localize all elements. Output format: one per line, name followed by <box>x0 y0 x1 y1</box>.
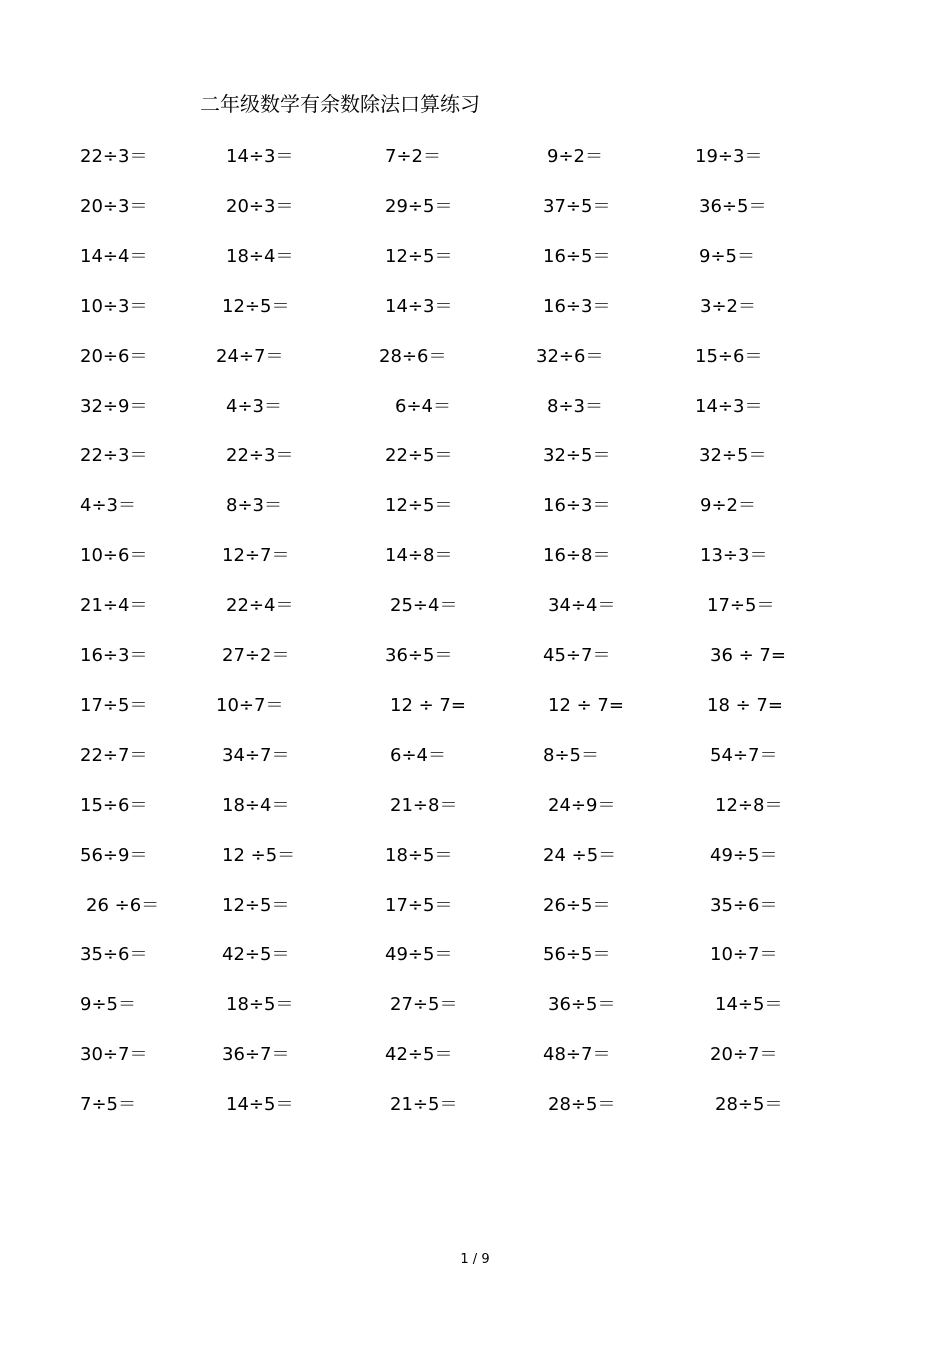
problem-3-5: 9÷5＝ <box>699 246 755 267</box>
problem-5-5: 15÷6＝ <box>695 346 763 367</box>
problem-8-3: 12÷5＝ <box>385 495 453 516</box>
problem-6-3: 6÷4＝ <box>395 396 451 417</box>
problem-20-4: 28÷5＝ <box>548 1094 616 1115</box>
problem-13-5: 54÷7＝ <box>710 745 778 766</box>
problem-10-3: 25÷4＝ <box>390 595 458 616</box>
problem-2-2: 20÷3＝ <box>226 196 294 217</box>
problem-5-3: 28÷6＝ <box>379 346 447 367</box>
problem-3-1: 14÷4＝ <box>80 246 148 267</box>
problem-17-1: 35÷6＝ <box>80 944 148 965</box>
problem-1-1: 22÷3＝ <box>80 146 148 167</box>
problem-11-4: 45÷7＝ <box>543 645 611 666</box>
problem-3-2: 18÷4＝ <box>226 246 294 267</box>
problem-11-1: 16÷3＝ <box>80 645 148 666</box>
problem-8-4: 16÷3＝ <box>543 495 611 516</box>
problem-14-5: 12÷8＝ <box>715 795 783 816</box>
problem-18-4: 36÷5＝ <box>548 994 616 1015</box>
problem-3-3: 12÷5＝ <box>385 246 453 267</box>
problem-19-5: 20÷7＝ <box>710 1044 778 1065</box>
problem-16-3: 17÷5＝ <box>385 895 453 916</box>
problem-8-2: 8÷3＝ <box>226 495 282 516</box>
problem-12-4: 12 ÷ 7= <box>548 695 624 716</box>
problem-5-4: 32÷6＝ <box>536 346 604 367</box>
problem-12-1: 17÷5＝ <box>80 695 148 716</box>
problem-4-2: 12÷5＝ <box>222 296 290 317</box>
problem-2-1: 20÷3＝ <box>80 196 148 217</box>
problem-7-1: 22÷3＝ <box>80 445 148 466</box>
problem-4-5: 3÷2＝ <box>700 296 756 317</box>
problem-2-5: 36÷5＝ <box>699 196 767 217</box>
problem-19-2: 36÷7＝ <box>222 1044 290 1065</box>
problem-14-2: 18÷4＝ <box>222 795 290 816</box>
problem-17-5: 10÷7＝ <box>710 944 778 965</box>
problem-15-5: 49÷5＝ <box>710 845 778 866</box>
problem-8-1: 4÷3＝ <box>80 495 136 516</box>
problem-9-2: 12÷7＝ <box>222 545 290 566</box>
problem-10-2: 22÷4＝ <box>226 595 294 616</box>
problem-14-3: 21÷8＝ <box>390 795 458 816</box>
problem-9-3: 14÷8＝ <box>385 545 453 566</box>
problem-10-5: 17÷5＝ <box>707 595 775 616</box>
problem-10-1: 21÷4＝ <box>80 595 148 616</box>
problem-9-5: 13÷3＝ <box>700 545 768 566</box>
problem-7-3: 22÷5＝ <box>385 445 453 466</box>
problem-17-3: 49÷5＝ <box>385 944 453 965</box>
problem-11-2: 27÷2＝ <box>222 645 290 666</box>
problem-6-4: 8÷3＝ <box>547 396 603 417</box>
problem-1-5: 19÷3＝ <box>695 146 763 167</box>
problem-5-2: 24÷7＝ <box>216 346 284 367</box>
problem-14-1: 15÷6＝ <box>80 795 148 816</box>
problem-13-3: 6÷4＝ <box>390 745 446 766</box>
page-number: 1 / 9 <box>460 1252 490 1267</box>
problem-16-5: 35÷6＝ <box>710 895 778 916</box>
problem-12-3: 12 ÷ 7= <box>390 695 466 716</box>
problem-18-1: 9÷5＝ <box>80 994 136 1015</box>
problem-20-2: 14÷5＝ <box>226 1094 294 1115</box>
problem-9-4: 16÷8＝ <box>543 545 611 566</box>
problem-13-1: 22÷7＝ <box>80 745 148 766</box>
problem-18-3: 27÷5＝ <box>390 994 458 1015</box>
problem-5-1: 20÷6＝ <box>80 346 148 367</box>
problem-7-5: 32÷5＝ <box>699 445 767 466</box>
problem-17-2: 42÷5＝ <box>222 944 290 965</box>
problem-19-3: 42÷5＝ <box>385 1044 453 1065</box>
problem-17-4: 56÷5＝ <box>543 944 611 965</box>
problem-11-5: 36 ÷ 7= <box>710 645 786 666</box>
problem-12-2: 10÷7＝ <box>216 695 284 716</box>
problem-6-5: 14÷3＝ <box>695 396 763 417</box>
problem-15-1: 56÷9＝ <box>80 845 148 866</box>
problem-20-1: 7÷5＝ <box>80 1094 136 1115</box>
problem-12-5: 18 ÷ 7= <box>707 695 783 716</box>
problem-3-4: 16÷5＝ <box>543 246 611 267</box>
problem-19-1: 30÷7＝ <box>80 1044 148 1065</box>
problem-10-4: 34÷4＝ <box>548 595 616 616</box>
problem-15-3: 18÷5＝ <box>385 845 453 866</box>
problem-1-3: 7÷2＝ <box>385 146 441 167</box>
problem-8-5: 9÷2＝ <box>700 495 756 516</box>
problem-20-5: 28÷5＝ <box>715 1094 783 1115</box>
problem-7-2: 22÷3＝ <box>226 445 294 466</box>
problem-1-2: 14÷3＝ <box>226 146 294 167</box>
problem-6-1: 32÷9＝ <box>80 396 148 417</box>
problem-16-4: 26÷5＝ <box>543 895 611 916</box>
problem-20-3: 21÷5＝ <box>390 1094 458 1115</box>
problem-1-4: 9÷2＝ <box>547 146 603 167</box>
problem-16-2: 12÷5＝ <box>222 895 290 916</box>
problem-13-2: 34÷7＝ <box>222 745 290 766</box>
problem-4-4: 16÷3＝ <box>543 296 611 317</box>
problem-15-2: 12 ÷5＝ <box>222 845 296 866</box>
problem-11-3: 36÷5＝ <box>385 645 453 666</box>
problem-4-3: 14÷3＝ <box>385 296 453 317</box>
problem-16-1: 26 ÷6＝ <box>86 895 160 916</box>
problem-18-2: 18÷5＝ <box>226 994 294 1015</box>
problem-6-2: 4÷3＝ <box>226 396 282 417</box>
problem-4-1: 10÷3＝ <box>80 296 148 317</box>
problem-2-3: 29÷5＝ <box>385 196 453 217</box>
problem-7-4: 32÷5＝ <box>543 445 611 466</box>
problem-18-5: 14÷5＝ <box>715 994 783 1015</box>
problem-15-4: 24 ÷5＝ <box>543 845 617 866</box>
problem-13-4: 8÷5＝ <box>543 745 599 766</box>
problem-9-1: 10÷6＝ <box>80 545 148 566</box>
problem-19-4: 48÷7＝ <box>543 1044 611 1065</box>
page-title: 二年级数学有余数除法口算练习 <box>200 92 480 116</box>
problem-2-4: 37÷5＝ <box>543 196 611 217</box>
problem-14-4: 24÷9＝ <box>548 795 616 816</box>
